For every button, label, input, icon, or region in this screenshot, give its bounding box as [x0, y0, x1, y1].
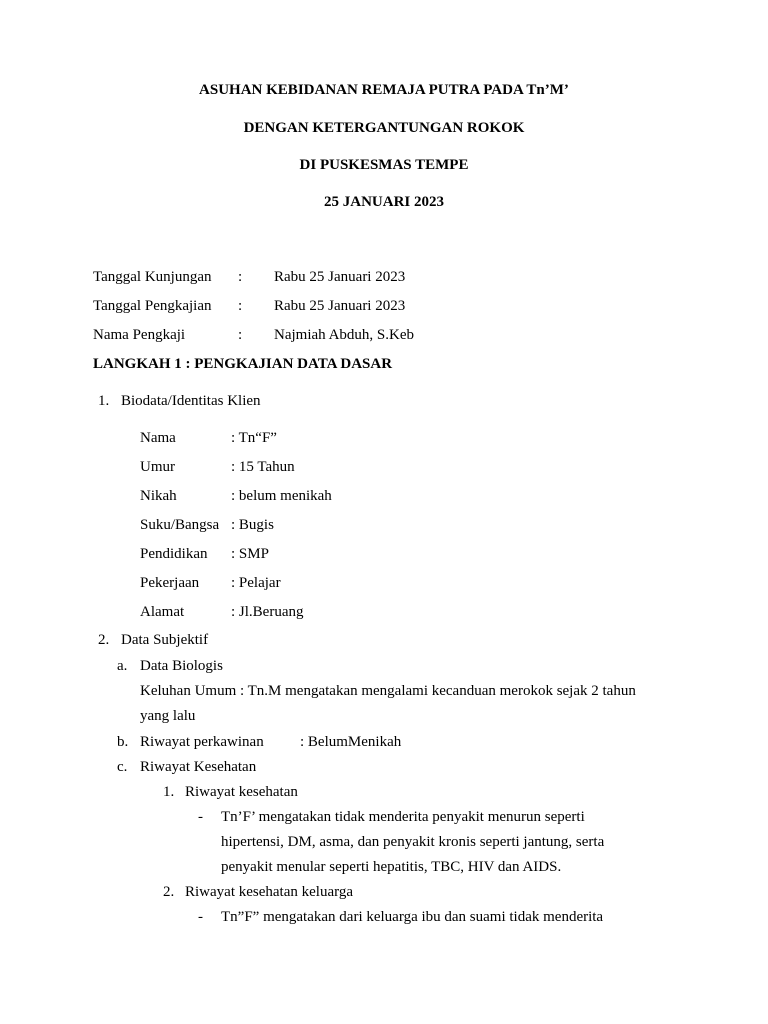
biodata-label: Umur: [140, 459, 175, 475]
visit-info-label: Nama Pengkaji: [93, 327, 186, 343]
section-title: Data Subjektif: [121, 632, 209, 648]
biodata-value: : SMP: [231, 546, 269, 562]
biodata-value: : Jl.Beruang: [231, 604, 304, 620]
visit-info-separator: :: [238, 298, 243, 314]
biodata-label: Pendidikan: [140, 546, 208, 562]
bullet-dash: -: [198, 809, 203, 825]
title-line-2: DENGAN KETERGANTUNGAN ROKOK: [243, 120, 525, 136]
visit-info-value: Rabu 25 Januari 2023: [274, 269, 406, 285]
section-number: 2.: [98, 632, 110, 648]
visit-info-separator: :: [238, 327, 243, 343]
list-item-title: Riwayat kesehatan: [185, 784, 298, 800]
paragraph-line: penyakit menular seperti hepatitis, TBC, HIV dan AIDS.: [221, 859, 562, 875]
section-title: Biodata/Identitas Klien: [121, 393, 261, 409]
visit-info-label: Tanggal Kunjungan: [93, 269, 212, 285]
biodata-label: Alamat: [140, 604, 185, 620]
subsection-title: Riwayat perkawinan: [140, 734, 264, 750]
visit-info-label: Tanggal Pengkajian: [93, 298, 212, 314]
paragraph-line: hipertensi, DM, asma, dan penyakit kronis seperti jantung, serta: [221, 834, 605, 850]
biodata-value: : Pelajar: [231, 575, 281, 591]
section-number: 1.: [98, 393, 110, 409]
list-item-marker: 2.: [163, 884, 175, 900]
biodata-value: : Bugis: [231, 517, 274, 533]
paragraph-line: Keluhan Umum : Tn.M mengatakan mengalami kecanduan merokok sejak 2 tahun: [140, 683, 636, 699]
subsection-title: Riwayat Kesehatan: [140, 759, 257, 775]
title-line-1: ASUHAN KEBIDANAN REMAJA PUTRA PADA Tn’M’: [199, 82, 569, 98]
paragraph-line: Tn’F’ mengatakan tidak menderita penyakit menurun seperti: [221, 809, 585, 825]
biodata-label: Nikah: [140, 488, 177, 504]
subsection-title: Data Biologis: [140, 658, 223, 674]
biodata-label: Suku/Bangsa: [140, 517, 220, 533]
visit-info-value: Najmiah Abduh, S.Keb: [274, 327, 414, 343]
biodata-value: : Tn“F”: [231, 430, 277, 446]
subsection-marker: a.: [117, 658, 128, 674]
subsection-marker: b.: [117, 734, 129, 750]
biodata-label: Nama: [140, 430, 176, 446]
paragraph-line: yang lalu: [140, 708, 196, 724]
step-heading: LANGKAH 1 : PENGKAJIAN DATA DASAR: [93, 356, 393, 372]
biodata-value: : belum menikah: [231, 488, 332, 504]
visit-info-value: Rabu 25 Januari 2023: [274, 298, 406, 314]
title-line-4: 25 JANUARI 2023: [324, 194, 444, 210]
bullet-dash: -: [198, 909, 203, 925]
subsection-value: : BelumMenikah: [300, 734, 402, 750]
list-item-title: Riwayat kesehatan keluarga: [185, 884, 353, 900]
subsection-marker: c.: [117, 759, 128, 775]
title-line-3: DI PUSKESMAS TEMPE: [299, 157, 469, 173]
visit-info-separator: :: [238, 269, 243, 285]
paragraph-line: Tn”F” mengatakan dari keluarga ibu dan suami tidak menderita: [221, 909, 604, 925]
biodata-value: : 15 Tahun: [231, 459, 295, 475]
list-item-marker: 1.: [163, 784, 175, 800]
biodata-label: Pekerjaan: [140, 575, 200, 591]
